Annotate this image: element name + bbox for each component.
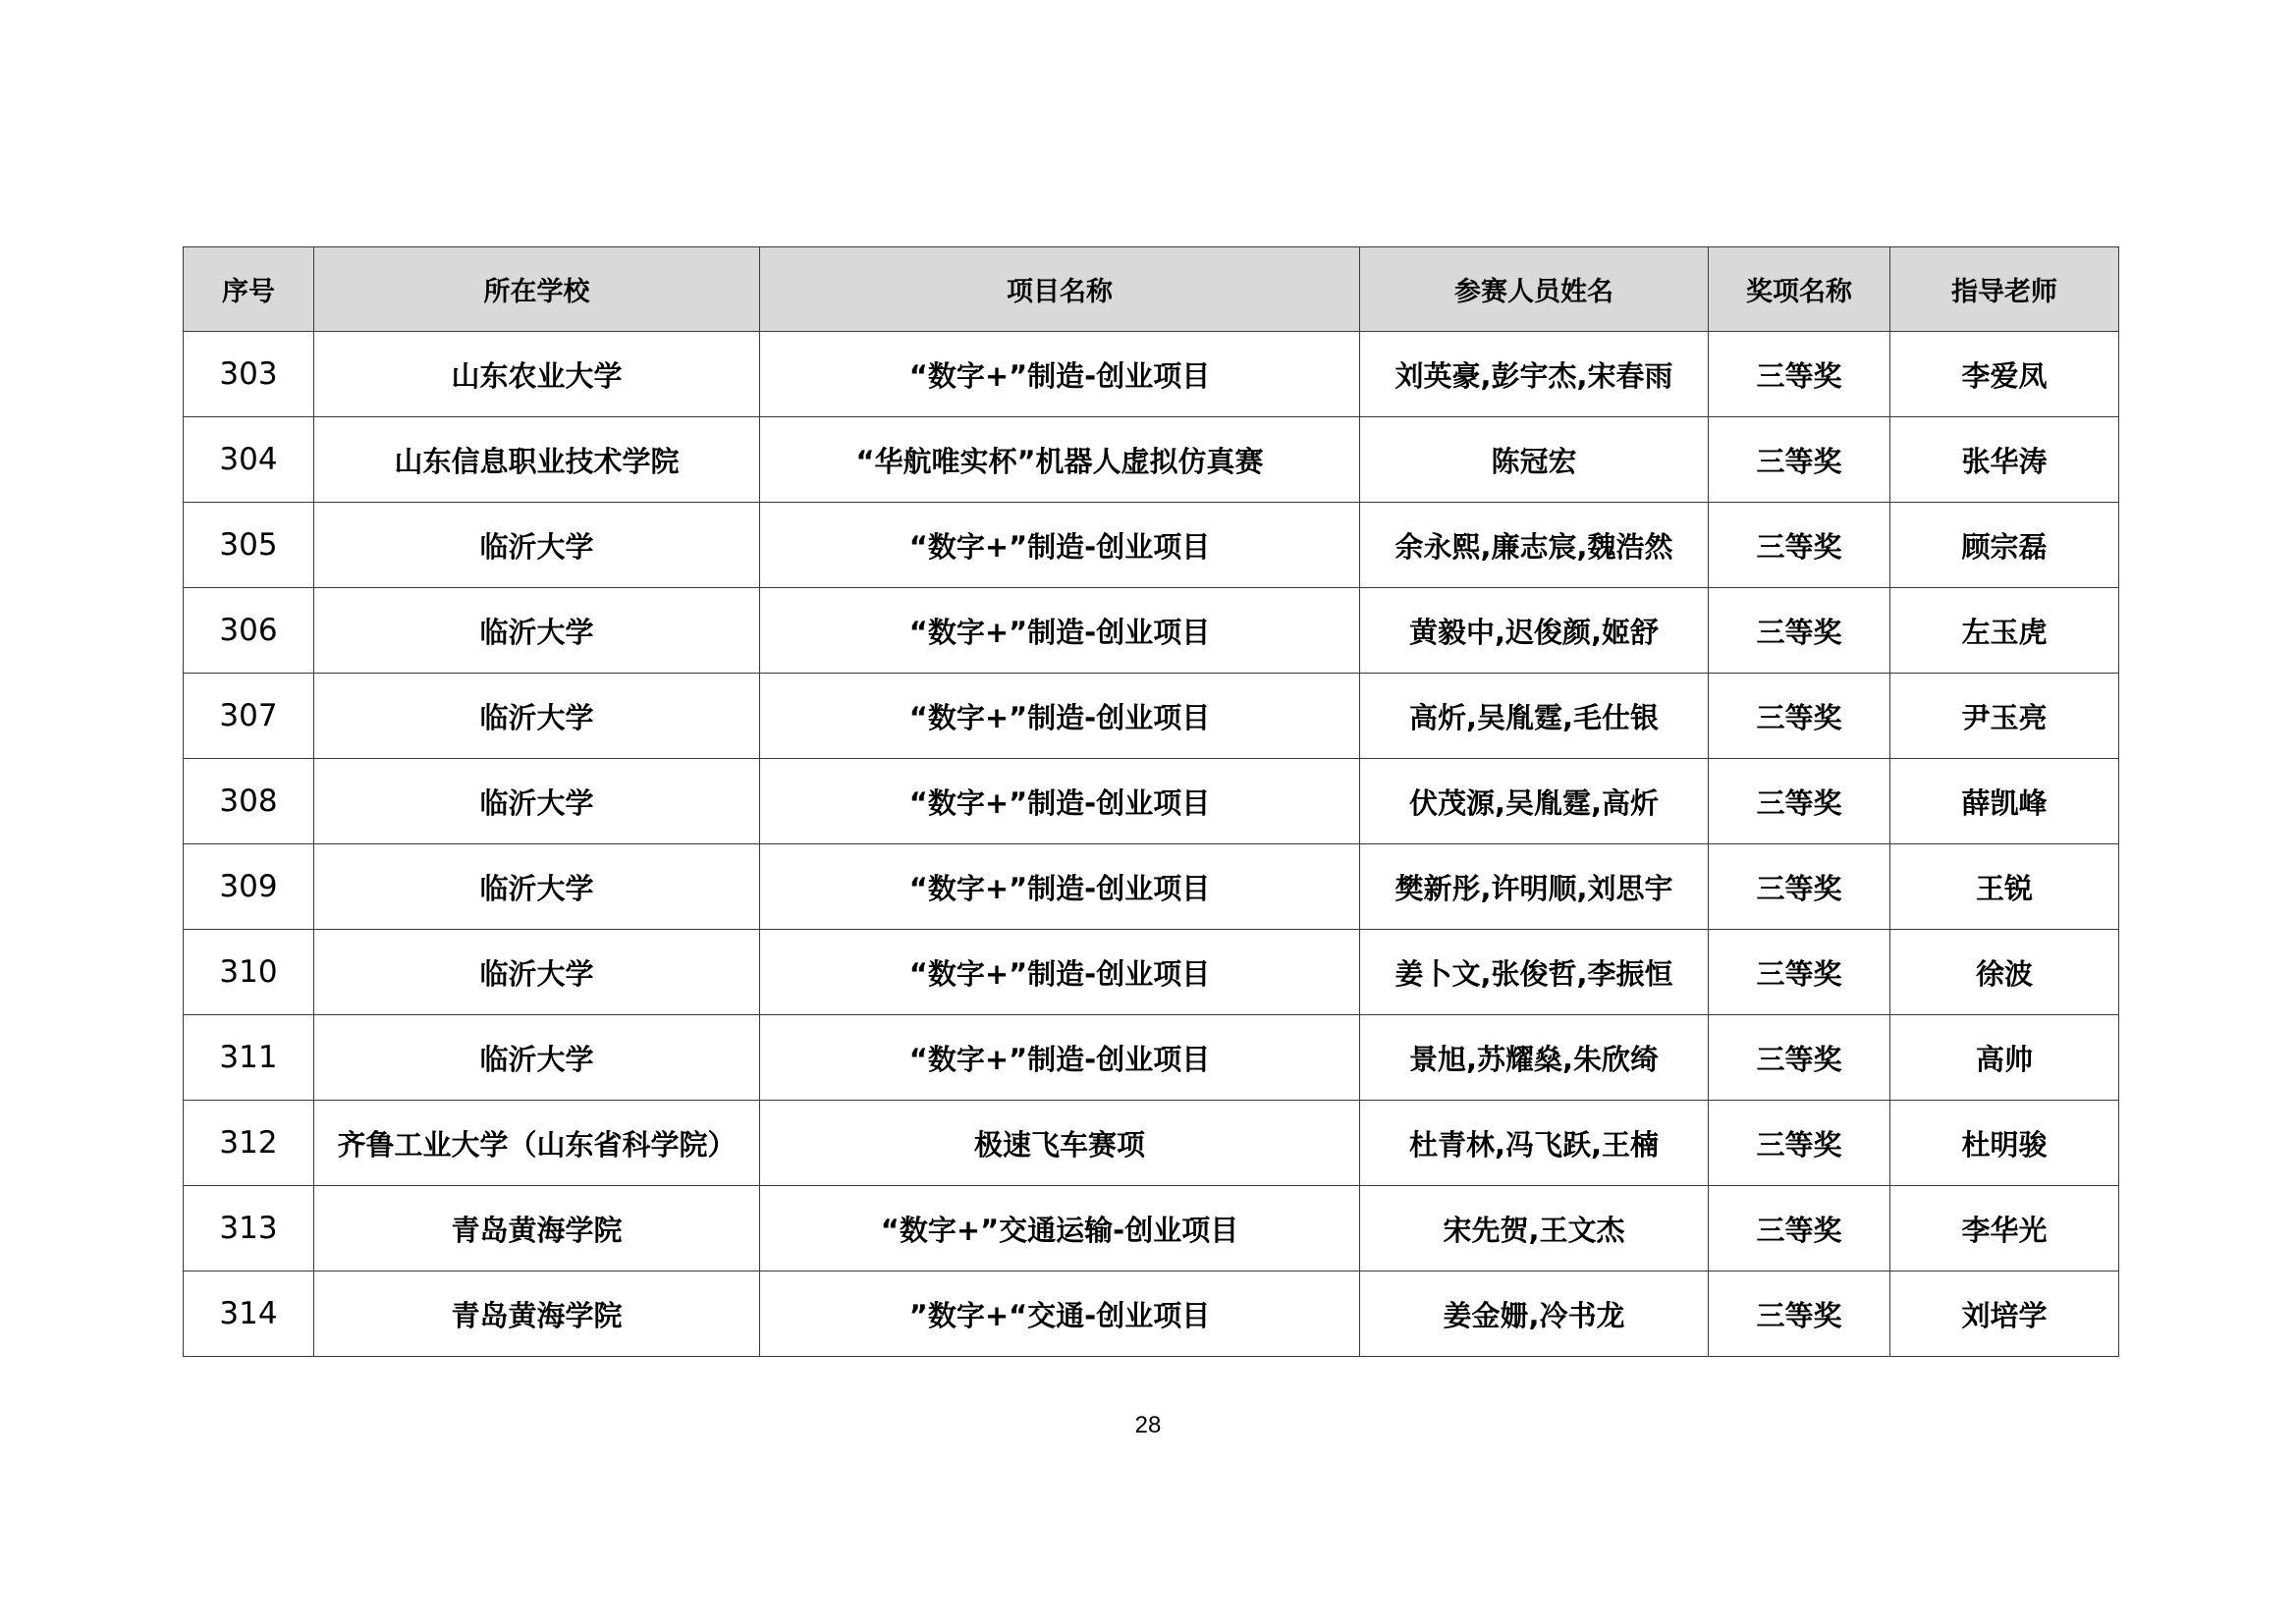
cell-teacher: 王锐 [1890, 844, 2119, 930]
cell-school: 临沂大学 [314, 588, 760, 674]
table-row [184, 1186, 2119, 1271]
cell-award: 三等奖 [1709, 1186, 1890, 1271]
cell-names: 景旭,苏耀燊,朱欣绮 [1360, 1015, 1709, 1101]
cell-teacher: 顾宗磊 [1890, 503, 2119, 588]
cell-num: 303 [184, 332, 314, 417]
cell-school: 山东农业大学 [314, 332, 760, 417]
cell-teacher: 李爱凤 [1890, 332, 2119, 417]
cell-school: 青岛黄海学院 [314, 1271, 760, 1357]
cell-award: 三等奖 [1709, 930, 1890, 1015]
header-award: 奖项名称 [1709, 247, 1890, 332]
cell-teacher: 薛凯峰 [1890, 759, 2119, 844]
cell-teacher: 张华涛 [1890, 417, 2119, 503]
cell-names: 余永熙,廉志宸,魏浩然 [1360, 503, 1709, 588]
cell-names: 伏茂源,吴胤霆,高炘 [1360, 759, 1709, 844]
table-row [184, 759, 2119, 844]
cell-names: 陈冠宏 [1360, 417, 1709, 503]
cell-teacher: 徐波 [1890, 930, 2119, 1015]
table-row [184, 1271, 2119, 1357]
cell-num: 304 [184, 417, 314, 503]
page-number: 28 [1134, 1412, 1162, 1438]
cell-teacher: 左玉虎 [1890, 588, 2119, 674]
cell-names: 樊新彤,许明顺,刘思宇 [1360, 844, 1709, 930]
cell-names: 黄毅中,迟俊颜,姬舒 [1360, 588, 1709, 674]
cell-project: “数字+”制造-创业项目 [760, 332, 1360, 417]
cell-teacher: 尹玉亮 [1890, 674, 2119, 759]
cell-school: 齐鲁工业大学（山东省科学院） [314, 1101, 760, 1186]
cell-num: 309 [184, 844, 314, 930]
table-row [184, 588, 2119, 674]
cell-award: 三等奖 [1709, 759, 1890, 844]
header-project: 项目名称 [760, 247, 1360, 332]
cell-award: 三等奖 [1709, 503, 1890, 588]
cell-award: 三等奖 [1709, 1271, 1890, 1357]
cell-teacher: 刘培学 [1890, 1271, 2119, 1357]
cell-project: “数字+”制造-创业项目 [760, 503, 1360, 588]
cell-project: “华航唯实杯”机器人虚拟仿真赛 [760, 417, 1360, 503]
cell-project: “数字+”制造-创业项目 [760, 759, 1360, 844]
header-num: 序号 [184, 247, 314, 332]
cell-project: “数字+”制造-创业项目 [760, 930, 1360, 1015]
cell-num: 311 [184, 1015, 314, 1101]
cell-names: 高炘,吴胤霆,毛仕银 [1360, 674, 1709, 759]
cell-award: 三等奖 [1709, 332, 1890, 417]
cell-num: 314 [184, 1271, 314, 1357]
cell-project: “数字+”制造-创业项目 [760, 674, 1360, 759]
table-row [184, 503, 2119, 588]
cell-num: 313 [184, 1186, 314, 1271]
cell-award: 三等奖 [1709, 417, 1890, 503]
table-row [184, 417, 2119, 503]
table-row [184, 930, 2119, 1015]
header-names: 参赛人员姓名 [1360, 247, 1709, 332]
cell-num: 312 [184, 1101, 314, 1186]
cell-teacher: 李华光 [1890, 1186, 2119, 1271]
cell-names: 姜卜文,张俊哲,李振恒 [1360, 930, 1709, 1015]
cell-names: 杜青林,冯飞跃,王楠 [1360, 1101, 1709, 1186]
cell-award: 三等奖 [1709, 844, 1890, 930]
table-header [184, 247, 2119, 332]
cell-project: “数字+”制造-创业项目 [760, 844, 1360, 930]
cell-school: 临沂大学 [314, 759, 760, 844]
cell-school: 山东信息职业技术学院 [314, 417, 760, 503]
awards-table [183, 246, 2119, 1357]
cell-school: 临沂大学 [314, 503, 760, 588]
cell-names: 宋先贺,王文杰 [1360, 1186, 1709, 1271]
cell-project: ”数字+“交通-创业项目 [760, 1271, 1360, 1357]
cell-project: “数字+”交通运输-创业项目 [760, 1186, 1360, 1271]
cell-project: 极速飞车赛项 [760, 1101, 1360, 1186]
table-body [184, 332, 2119, 1357]
cell-num: 305 [184, 503, 314, 588]
table-row [184, 1015, 2119, 1101]
table-row [184, 674, 2119, 759]
cell-num: 307 [184, 674, 314, 759]
cell-project: “数字+”制造-创业项目 [760, 588, 1360, 674]
cell-award: 三等奖 [1709, 1015, 1890, 1101]
cell-teacher: 高帅 [1890, 1015, 2119, 1101]
cell-award: 三等奖 [1709, 1101, 1890, 1186]
table-row [184, 844, 2119, 930]
cell-project: “数字+”制造-创业项目 [760, 1015, 1360, 1101]
cell-school: 临沂大学 [314, 674, 760, 759]
cell-num: 308 [184, 759, 314, 844]
cell-num: 306 [184, 588, 314, 674]
cell-teacher: 杜明骏 [1890, 1101, 2119, 1186]
header-school: 所在学校 [314, 247, 760, 332]
cell-names: 姜金姗,冷书龙 [1360, 1271, 1709, 1357]
cell-names: 刘英豪,彭宇杰,宋春雨 [1360, 332, 1709, 417]
cell-award: 三等奖 [1709, 588, 1890, 674]
cell-award: 三等奖 [1709, 674, 1890, 759]
cell-school: 临沂大学 [314, 1015, 760, 1101]
cell-num: 310 [184, 930, 314, 1015]
table-row [184, 1101, 2119, 1186]
header-row [184, 247, 2119, 332]
cell-school: 临沂大学 [314, 930, 760, 1015]
table-row [184, 332, 2119, 417]
cell-school: 临沂大学 [314, 844, 760, 930]
header-teacher: 指导老师 [1890, 247, 2119, 332]
cell-school: 青岛黄海学院 [314, 1186, 760, 1271]
